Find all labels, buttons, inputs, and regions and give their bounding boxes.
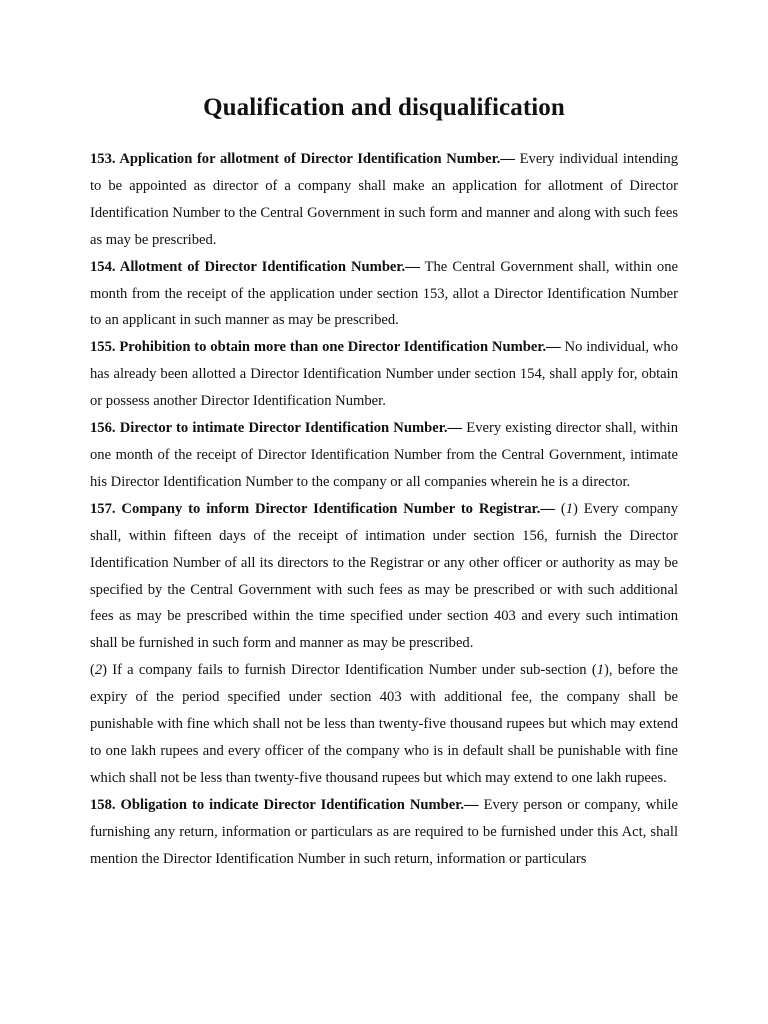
section-text: The Central Government shall, within one month from the receipt of the application under section 153, allot a Director Identification Number to an applicant in such manner as may be prescribed. — [90, 258, 678, 329]
section-text: Every existing director shall, within one month of the receipt of Director Identification Number from the Central Government, intimate his Director Identification Number to the company or all companies wherein he is a director. — [90, 420, 678, 490]
section-heading: 156. Director to intimate Director Identification Number.— — [90, 420, 463, 437]
subsection-reference: 1 — [596, 662, 604, 679]
section-157-subsection-1 — [90, 496, 678, 657]
section-heading: 158. Obligation to indicate Director Identification Number.— — [90, 796, 479, 813]
section-heading: 154. Allotment of Director Identification Number.— — [90, 258, 420, 275]
paren-open: ( — [90, 662, 95, 679]
subsection-number: 2 — [94, 662, 103, 679]
document-page — [90, 90, 678, 872]
subsection-number: 1 — [565, 500, 573, 517]
section-text: Every individual intending to be appointed as director of a company shall make an application for allotment of Director Identification Number to the Central Government in such form and manner and along with such fees as may be prescribed. — [90, 151, 678, 248]
section-text: ) Every company shall, within fifteen days of the receipt of intimation under section 156, furnish the Director Identification Number of all its directors to the Registrar or any other officer or authority as may be specified by the Central Government with such fees as may be prescribed or with such additional fees as may be prescribed within the time specified under section 403 and every such intimation shall be furnished in such form and manner as may be prescribed. — [90, 500, 678, 652]
section-text: No individual, who has already been allotted a Director Identification Number under section 154, shall apply for, obtain or possess another Director Identification Number. — [90, 339, 679, 410]
paren-open: ( — [554, 500, 566, 517]
section-153 — [90, 146, 678, 254]
section-heading: 155. Prohibition to obtain more than one Director Identification Number.— — [90, 339, 561, 356]
section-text: Every person or company, while furnishing any return, information or particulars as are required to be furnished under this Act, shall mention the Director Identification Number in such return, information or particulars — [90, 796, 678, 867]
page-title: Qualification and disqualification — [203, 94, 565, 121]
section-heading: 153. Application for allotment of Director Identification Number.— — [90, 151, 515, 167]
section-text: ) If a company fails to furnish Director Identification Number under sub-section ( — [102, 662, 597, 679]
section-156 — [90, 415, 678, 496]
section-157-subsection-2 — [90, 657, 678, 792]
section-155 — [90, 334, 678, 415]
section-154 — [90, 254, 678, 335]
section-158 — [90, 792, 678, 873]
section-heading: 157. Company to inform Director Identification Number to Registrar.— — [90, 500, 555, 517]
section-text: ), before the expiry of the period specified under section 403 with additional fee, the company shall be punishable with fine which shall not be less than twenty-five thousand rupees but which may extend to one lakh rupees and every officer of the company who is in default shall be punishable with fine which shall not be less than twenty-five thousand rupees but which may extend to one lakh rupees. — [90, 662, 679, 786]
